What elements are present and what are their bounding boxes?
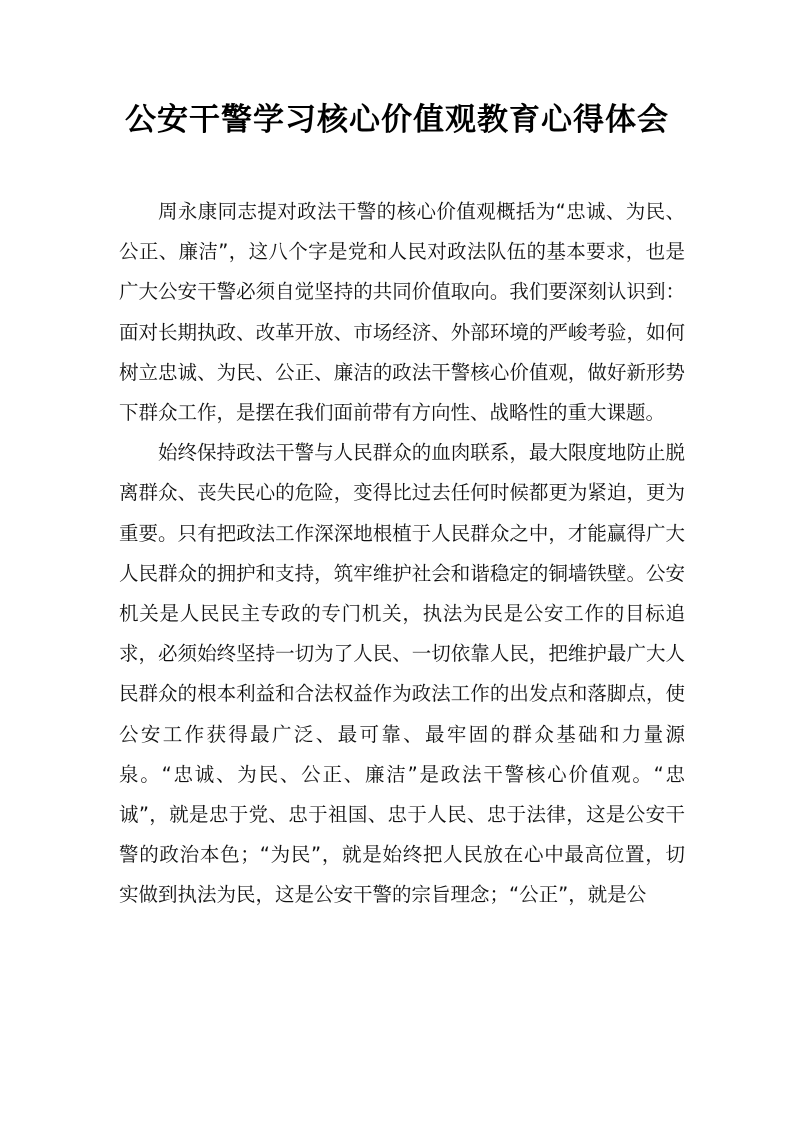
paragraph-1: 周永康同志提对政法干警的核心价值观概括为“忠诚、为民、公正、廉洁”，这八个字是党和人民对政法队伍的基本要求，也是广大公安干警必须自觉坚持的共同价值取向。我们要深刻认识到：面对长期执政、改革开放、市场经济、外部环境的严峻考验，如何树立忠诚、为民、公正、廉洁的政法干警核心价值观，做好新形势下群众工作，是摆在我们面前带有方向性、战略性的重大课题。: [119, 200, 685, 425]
paragraph-2: 始终保持政法干警与人民群众的血肉联系，最大限度地防止脱离群众、丧失民心的危险，变得比过去任何时候都更为紧迫，更为重要。只有把政法工作深深地根植于人民群众之中，才能赢得广大人民群众的拥护和支持，筑牢维护社会和谐稳定的铜墙铁壁。公安机关是人民民主专政的专门机关，执法为民是公安工作的目标追求，必须始终坚持一切为了人民、一切依靠人民，把维护最广大人民群众的根本利益和合法权益作为政法工作的出发点和落脚点，使公安工作获得最广泛、最可靠、最牢固的群众基础和力量源泉。“忠诚、为民、公正、廉洁”是政法干警核心价值观。“忠诚”，就是忠于党、忠于祖国、忠于人民、忠于法律，这是公安干警的政治本色；“为民”，就是始终把人民放在心中最高位置，切实做到执法为民，这是公安干警的宗旨理念；“公正”，就是公: [119, 441, 685, 907]
document-body: [119, 192, 685, 916]
document-title: 公安干警学习核心价值观教育心得体会: [125, 102, 669, 138]
